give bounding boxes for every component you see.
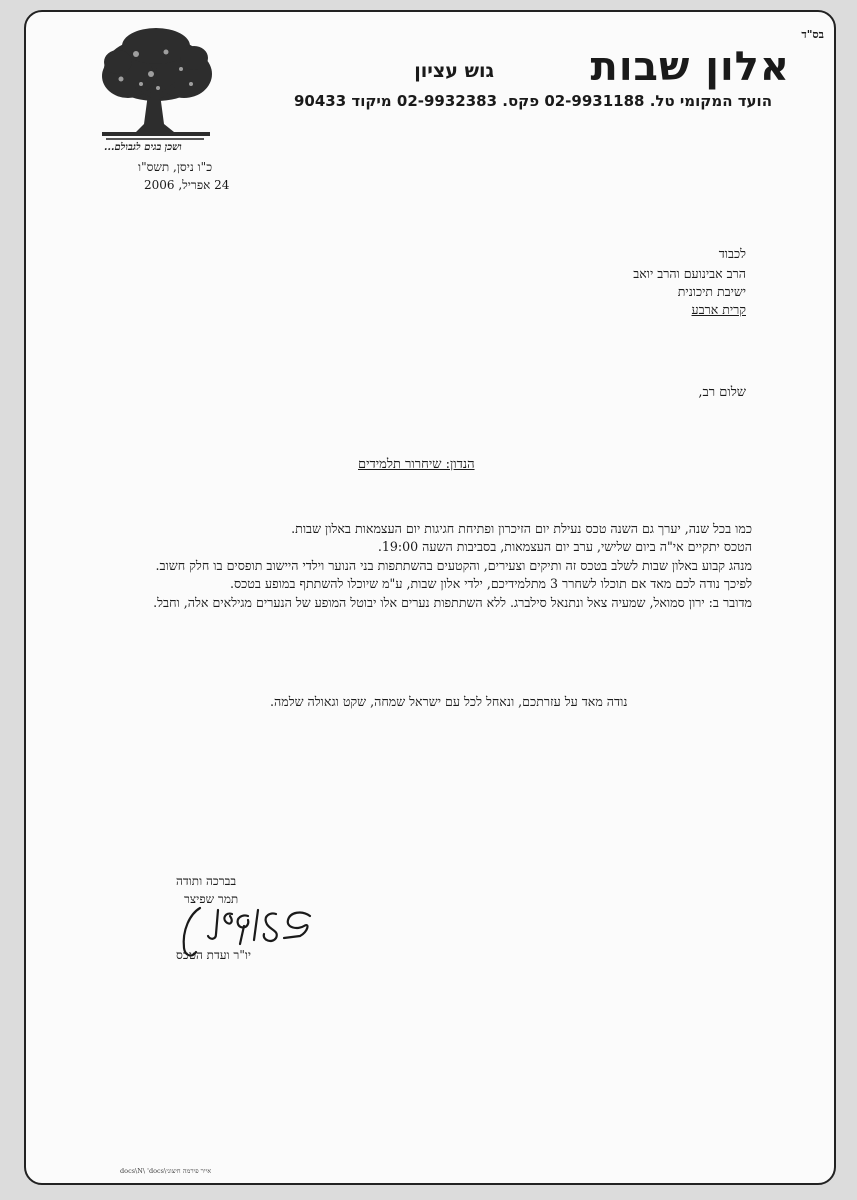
recipient-line: קרית ארבע [691, 302, 746, 317]
slogan: ושכן בגים לגבולם... [104, 142, 182, 153]
body-paragraph: מדובר ב: ירון סמואל, שמעיה צאל ונתנאל סילברג. ללא השתתפות נערים אלו יבוטל המופע של הנערים מגילאים אלה, וחבל. [153, 594, 752, 610]
date-hebrew: כ"ו ניסן, תשס"ו [138, 160, 213, 174]
letter-body [122, 520, 752, 612]
org-title: אלון שבות [590, 44, 790, 90]
tree-logo-icon [96, 24, 214, 144]
signature-salutation: בברכה ותודה [176, 874, 237, 888]
bsd-mark: בס"ד [801, 28, 824, 41]
letter-page [24, 10, 836, 1185]
body-paragraph: מנהג קבוע באלון שבות לשלב בטכס זה ותיקים וצעירים, והקטעים בהשתתפות בני הנוער וילדי היישוב תופסים בו חלק חשוב. [155, 557, 752, 573]
signature-title: יו"ר ועדת הטכס [176, 948, 252, 962]
subject-line: הנדון: שיחרור תלמידים [358, 457, 475, 472]
signature-name: תמר שפיצר [184, 892, 239, 906]
recipient-line: הרב אבינועם והרב יואב [633, 266, 746, 281]
closing-line: נודה מאד על עזרתכם, ונאחל לכל עם ישראל שמחה, שקט וגאולה שלמה. [270, 694, 628, 709]
org-region: גוש עציון [414, 60, 494, 82]
file-path-footer: docs\N\ 'docs\אייר פירמה חיצוני [120, 1167, 212, 1175]
council-contact-line: הועד המקומי טל. 02-9931188 פקס. 02-9932383 מיקוד 90433 [293, 92, 772, 110]
date-gregorian: 24 אפריל, 2006 [144, 178, 230, 192]
body-paragraph: הטכס יתקיים אי"ה ביום שלישי, ערב יום העצמאות, בסביבות השעה 19:00. [377, 539, 752, 555]
body-paragraph: לפיכך נודה לכם מאד אם תוכלו לשחרר 3 מתלמידיכם, ילדי אלון שבות, ע"מ שיוכלו להשתתף במופע בטכס. [229, 576, 752, 592]
handwritten-signature-icon [172, 900, 322, 966]
greeting: שלום רב, [698, 385, 746, 400]
recipient-line: ישיבת תיכונית [677, 284, 746, 299]
recipient-line: לכבוד [718, 246, 746, 261]
body-paragraph: כמו בכל שנה, יערך גם השנה טכס נעילת יום הזיכרון ופתיחת חגיגות יום העצמאות באלון שבות. [291, 521, 752, 536]
